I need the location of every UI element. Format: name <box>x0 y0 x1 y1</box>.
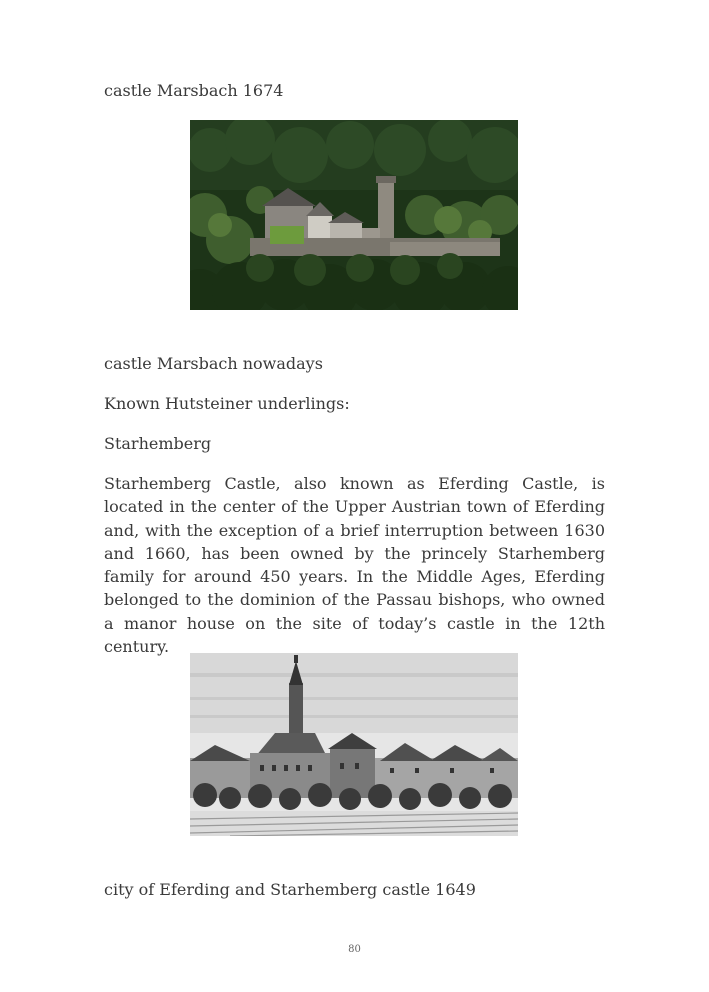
photo-castle-marsbach <box>190 120 518 310</box>
eferding-engraving-image <box>190 653 518 836</box>
section-title-starhemberg: Starhemberg <box>104 434 212 453</box>
caption-marsbach-nowadays: castle Marsbach nowadays <box>104 354 323 373</box>
caption-eferding-1649: city of Eferding and Starhemberg castle 1649 <box>104 880 476 899</box>
page-number: 80 <box>348 944 361 955</box>
underlings-heading: Known Hutsteiner underlings: <box>104 394 350 413</box>
castle-marsbach-photo-image <box>190 120 518 310</box>
engraving-eferding-1649 <box>190 653 518 836</box>
starhemberg-paragraph: Starhemberg Castle, also known as Eferding Castle, is located in the center of the Upper Austrian town of Eferding and, with the exception of a brief interruption between 1630 and 1660, has been owned by the princely Starhemberg family for around 450 years. In the Middle Ages, Eferding belonged to the dominion of the Passau bishops, who owned a manor house on the site of today’s castle in the 12th century. <box>104 474 605 657</box>
caption-marsbach-1674: castle Marsbach 1674 <box>104 81 284 100</box>
